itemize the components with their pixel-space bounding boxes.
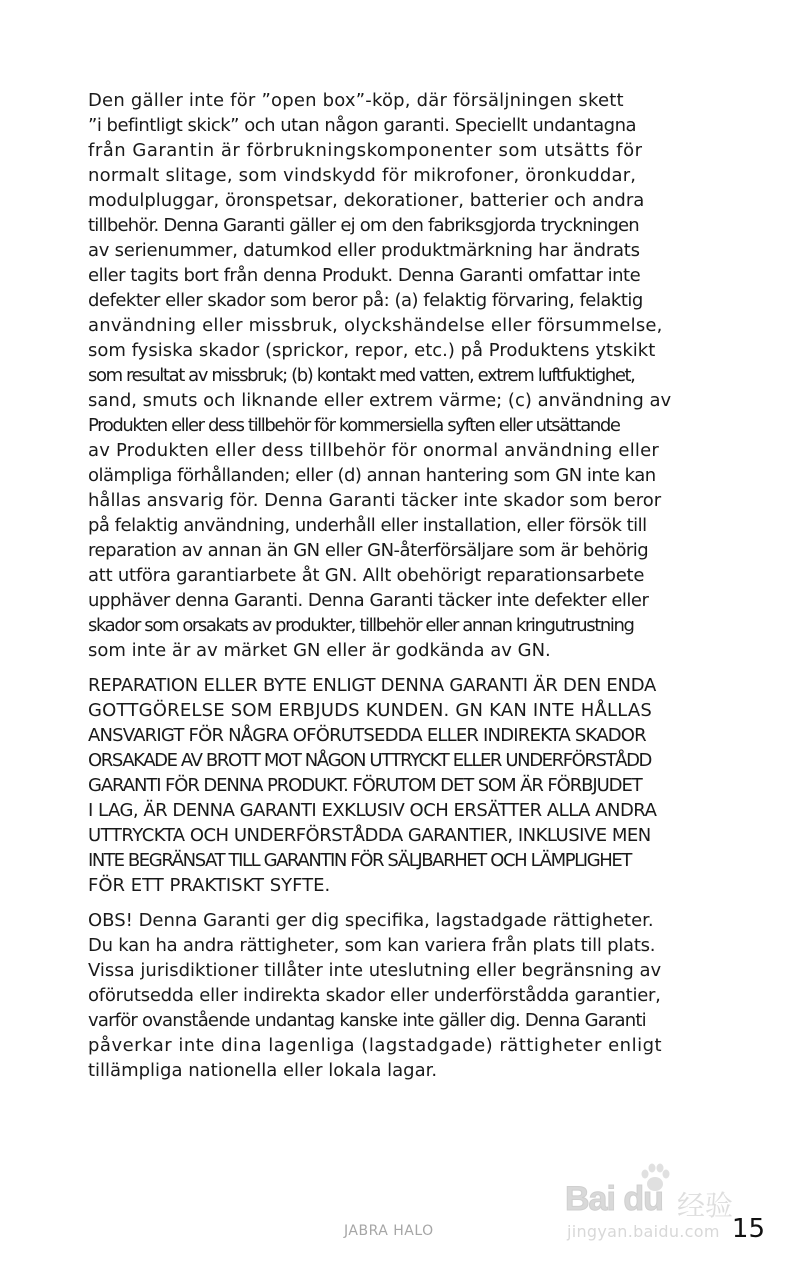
text-line: som fysiska skador (sprickor, repor, etc.) på Produktens ytskikt: [88, 340, 656, 361]
paragraph: [88, 908, 713, 1083]
text-line: upphäver denna Garanti. Denna Garanti täcker inte defekter eller: [88, 590, 649, 611]
text-line: tillämpliga nationella eller lokala lagar.: [88, 1060, 438, 1081]
text-line: oförutsedda eller indirekta skador eller underförstådda garantier,: [88, 985, 661, 1006]
paragraph: [88, 673, 713, 898]
text-line: från Garantin är förbrukningskomponenter som utsätts för: [88, 140, 643, 161]
text-line: reparation av annan än GN eller GN-återförsäljare som är behörig: [88, 540, 649, 561]
text-line: modulpluggar, öronspetsar, dekorationer, batterier och andra: [88, 190, 645, 211]
watermark-brand-cn: 经验: [677, 1189, 734, 1222]
text-line: I LAG, ÄR DENNA GARANTI EXKLUSIV OCH ERSÄTTER ALLA ANDRA: [88, 800, 657, 821]
text-line: skador som orsakats av produkter, tillbehör eller annan kringutrustning: [88, 615, 634, 636]
text-line: som resultat av missbruk; (b) kontakt med vatten, extrem luftfuktighet,: [88, 365, 635, 386]
text-line: hållas ansvarig för. Denna Garanti täcker inte skador som beror: [88, 490, 662, 511]
text-line: REPARATION ELLER BYTE ENLIGT DENNA GARANTI ÄR DEN ENDA: [88, 675, 657, 696]
text-line: på felaktig användning, underhåll eller installation, eller försök till: [88, 515, 647, 536]
text-line: Den gäller inte för ”open box”-köp, där försäljningen skett: [88, 90, 624, 111]
text-line: av Produkten eller dess tillbehör för onormal användning eller: [88, 440, 659, 461]
text-line: användning eller missbruk, olyckshändelse eller försummelse,: [88, 315, 663, 336]
text-line: tillbehör. Denna Garanti gäller ej om den fabriksgjorda tryckningen: [88, 215, 639, 236]
paragraph: [88, 88, 713, 663]
text-line: ”i befintligt skick” och utan någon garanti. Speciellt undantagna: [88, 115, 637, 136]
text-line: som inte är av märket GN eller är godkända av GN.: [88, 640, 551, 661]
text-line: sand, smuts och liknande eller extrem värme; (c) användning av: [88, 390, 672, 411]
text-line: Vissa jurisdiktioner tillåter inte uteslutning eller begränsning av: [88, 960, 662, 981]
text-line: UTTRYCKTA OCH UNDERFÖRSTÅDDA GARANTIER, INKLUSIVE MEN: [88, 825, 651, 846]
text-line: GOTTGÖRELSE SOM ERBJUDS KUNDEN. GN KAN INTE HÅLLAS: [88, 700, 653, 721]
text-line: eller tagits bort från denna Produkt. Denna Garanti omfattar inte: [88, 265, 641, 286]
text-line: Produkten eller dess tillbehör för kommersiella syften eller utsättande: [88, 415, 620, 436]
text-line: FÖR ETT PRAKTISKT SYFTE.: [88, 875, 331, 896]
text-line: att utföra garantiarbete åt GN. Allt obehörigt reparationsarbete: [88, 565, 645, 586]
text-line: ANSVARIGT FÖR NÅGRA OFÖRUTSEDDA ELLER INDIREKTA SKADOR: [88, 725, 646, 746]
footer-title: JABRA HALO: [344, 1223, 434, 1239]
text-line: av serienummer, datumkod eller produktmärkning har ändrats: [88, 240, 640, 261]
text-line: varför ovanstående undantag kanske inte gäller dig. Denna Garanti: [88, 1010, 646, 1031]
text-line: normalt slitage, som vindskydd för mikrofoner, öronkuddar,: [88, 165, 637, 186]
text-line: GARANTI FÖR DENNA PRODUKT. FÖRUTOM DET SOM ÄR FÖRBJUDET: [88, 775, 642, 796]
text-line: påverkar inte dina lagenliga (lagstadgade) rättigheter enligt: [88, 1035, 663, 1056]
text-line: defekter eller skador som beror på: (a) felaktig förvaring, felaktig: [88, 290, 643, 311]
text-line: olämpliga förhållanden; eller (d) annan hantering som GN inte kan: [88, 465, 656, 486]
text-line: OBS! Denna Garanti ger dig specifika, lagstadgade rättigheter.: [88, 910, 654, 931]
text-line: INTE BEGRÄNSAT TILL GARANTIN FÖR SÄLJBARHET OCH LÄMPLIGHET: [88, 850, 631, 871]
watermark: [555, 1160, 755, 1245]
watermark-brand: Bai du: [565, 1180, 663, 1218]
text-line: Du kan ha andra rättigheter, som kan variera från plats till plats.: [88, 935, 656, 956]
watermark-url: jingyan.baidu.com: [567, 1222, 720, 1241]
document-body: [88, 88, 713, 1093]
text-line: ORSAKADE AV BROTT MOT NÅGON UTTRYCKT ELLER UNDERFÖRSTÅDD: [88, 750, 652, 771]
page-number: 15: [731, 1214, 765, 1244]
